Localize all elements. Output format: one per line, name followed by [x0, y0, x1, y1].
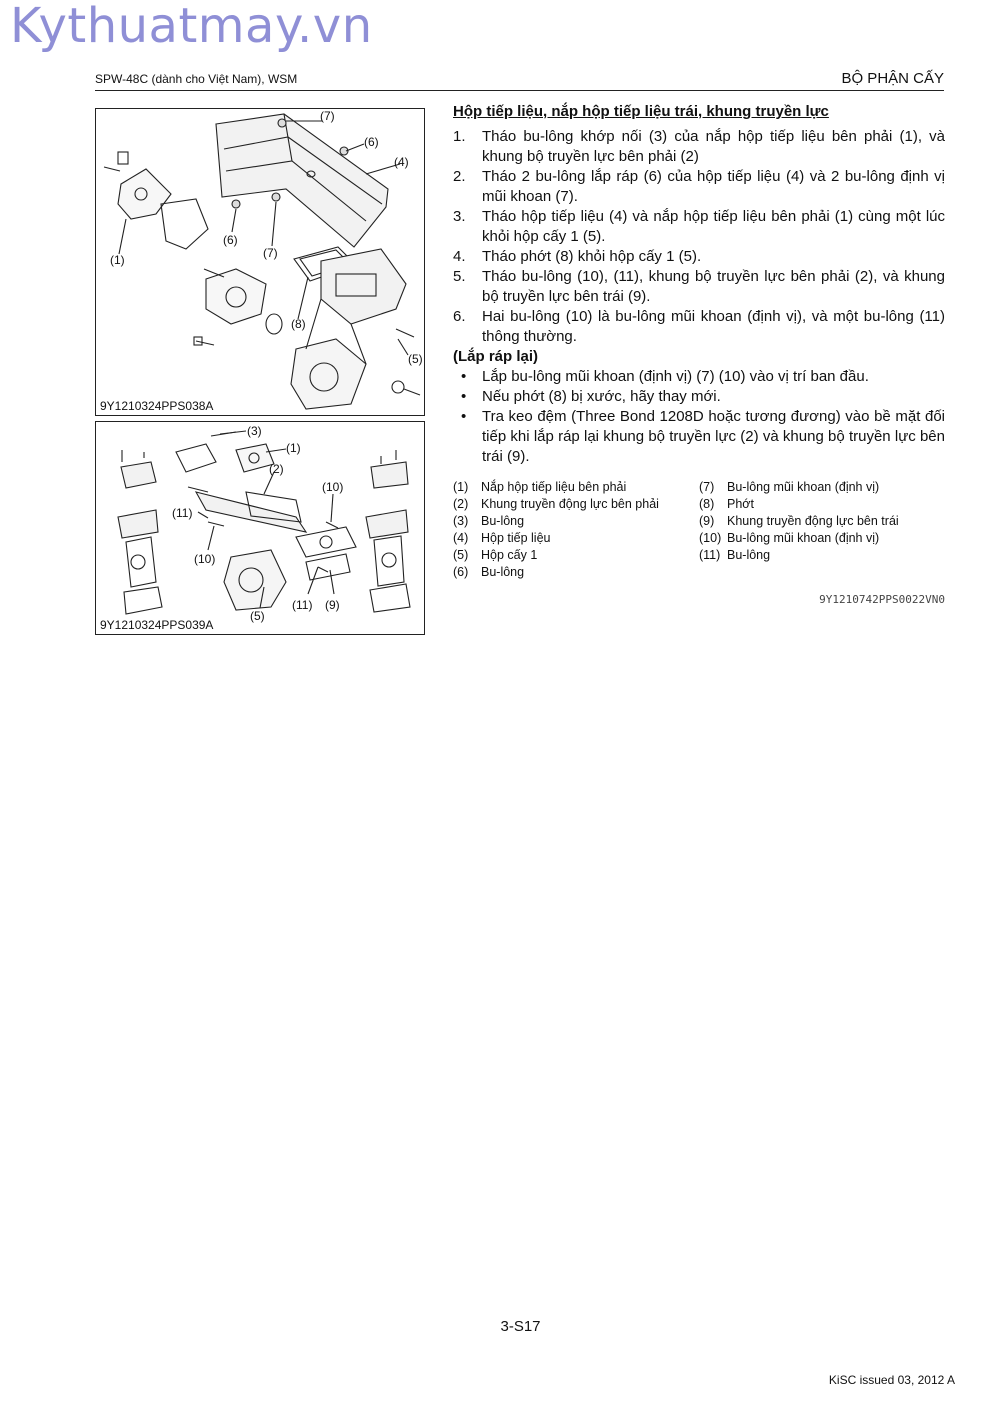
callout-3: (3) [247, 424, 262, 438]
legend-row: (5) Hộp cấy 1 [453, 548, 538, 562]
reassembly-item: • Lắp bu-lông mũi khoan (định vị) (7) (10) vào vị trí ban đầu. [461, 368, 869, 385]
legend-row: (4) Hộp tiếp liệu [453, 531, 551, 545]
header-section: BỘ PHẬN CẤY [841, 70, 944, 87]
step-item: 1. Tháo bu-lông khớp nối (3) của nắp hộp tiếp liệu bên phải (1), và khung bộ truyền lực bên phải (2) [453, 128, 945, 165]
reassembly-title: (Lắp ráp lại) [453, 348, 539, 365]
step-item: 6. Hai bu-lông (10) là bu-lông mũi khoan (định vị), và một bu-lông (11) thông thường. [453, 308, 945, 345]
callout-7-mid: (7) [263, 246, 278, 260]
callout-5: (5) [250, 609, 265, 623]
header-model: SPW-48C (dành cho Việt Nam), WSM [95, 72, 298, 86]
legend-row: (2) Khung truyền động lực bên phải [453, 497, 659, 511]
legend-row: (8) Phớt [699, 497, 754, 511]
step-item: 2. Tháo 2 bu-lông lắp ráp (6) của hộp tiếp liệu (4) và 2 bu-lông định vị mũi khoan (7). [453, 168, 945, 205]
watermark-logo: Kythuatmay.vn [10, 0, 373, 54]
header-divider [95, 90, 944, 91]
legend-column-left [453, 479, 699, 581]
procedure-content [453, 103, 945, 606]
callout-10-right: (10) [322, 480, 344, 494]
legend-row: (11) Bu-lông [699, 548, 771, 562]
callout-4: (4) [394, 155, 409, 169]
callout-1: (1) [110, 253, 125, 267]
step-item: 3. Tháo hộp tiếp liệu (4) và nắp hộp tiếp liệu bên phải (1) cùng một lúc khỏi hộp cấy 1 (5). [453, 208, 945, 245]
disassembly-steps [453, 127, 945, 347]
callout-2: (2) [269, 462, 284, 476]
figure2-code: 9Y1210324PPS039A [100, 618, 214, 632]
callout-9: (9) [325, 598, 340, 612]
figure1-drawing [96, 109, 424, 415]
reassembly-list [453, 367, 945, 467]
legend-column-right [699, 479, 945, 581]
callout-6-mid: (6) [223, 233, 238, 247]
callout-10-left: (10) [194, 552, 216, 566]
callout-1: (1) [286, 441, 301, 455]
callout-11-left: (11) [172, 506, 193, 520]
step-item: 4. Tháo phớt (8) khỏi hộp cấy 1 (5). [453, 248, 702, 265]
legend-row: (6) Bu-lông [453, 565, 525, 579]
callout-8: (8) [291, 317, 306, 331]
page-number: 3-S17 [500, 1318, 541, 1335]
legend-row: (3) Bu-lông [453, 514, 525, 528]
parts-legend [453, 479, 945, 581]
callout-5: (5) [408, 352, 423, 366]
section-title: Hộp tiếp liệu, nắp hộp tiếp liệu trái, khung truyền lực [453, 103, 829, 120]
figure-exploded-transmission-frames [95, 421, 425, 635]
callout-11-bottom: (11) [292, 598, 313, 612]
figure1-code: 9Y1210324PPS038A [100, 399, 214, 413]
figure-exploded-feed-case [95, 108, 425, 416]
legend-row: (1) Nắp hộp tiếp liệu bên phải [453, 480, 627, 494]
figure2-drawing [96, 422, 424, 634]
legend-row: (9) Khung truyền động lực bên trái [699, 514, 899, 528]
callout-6-top: (6) [364, 135, 379, 149]
callout-7-top: (7) [320, 109, 335, 123]
footer-issue: KiSC issued 03, 2012 A [828, 1373, 955, 1387]
reassembly-item: • Nếu phớt (8) bị xước, hãy thay mới. [461, 388, 721, 405]
legend-row: (10) Bu-lông mũi khoan (định vị) [699, 531, 880, 545]
step-item: 5. Tháo bu-lông (10), (11), khung bộ truyền lực bên phải (2), và khung bộ truyền lực bên trái (9). [453, 268, 945, 305]
document-code: 9Y1210742PPS0022VN0 [819, 593, 945, 606]
legend-row: (7) Bu-lông mũi khoan (định vị) [699, 480, 880, 494]
reassembly-item: • Tra keo đệm (Three Bond 1208D hoặc tương đương) vào bề mặt đối tiếp khi lắp ráp lại khung bộ truyền lực (2) và khung bộ truyền lực bên trái (9). [461, 408, 945, 465]
